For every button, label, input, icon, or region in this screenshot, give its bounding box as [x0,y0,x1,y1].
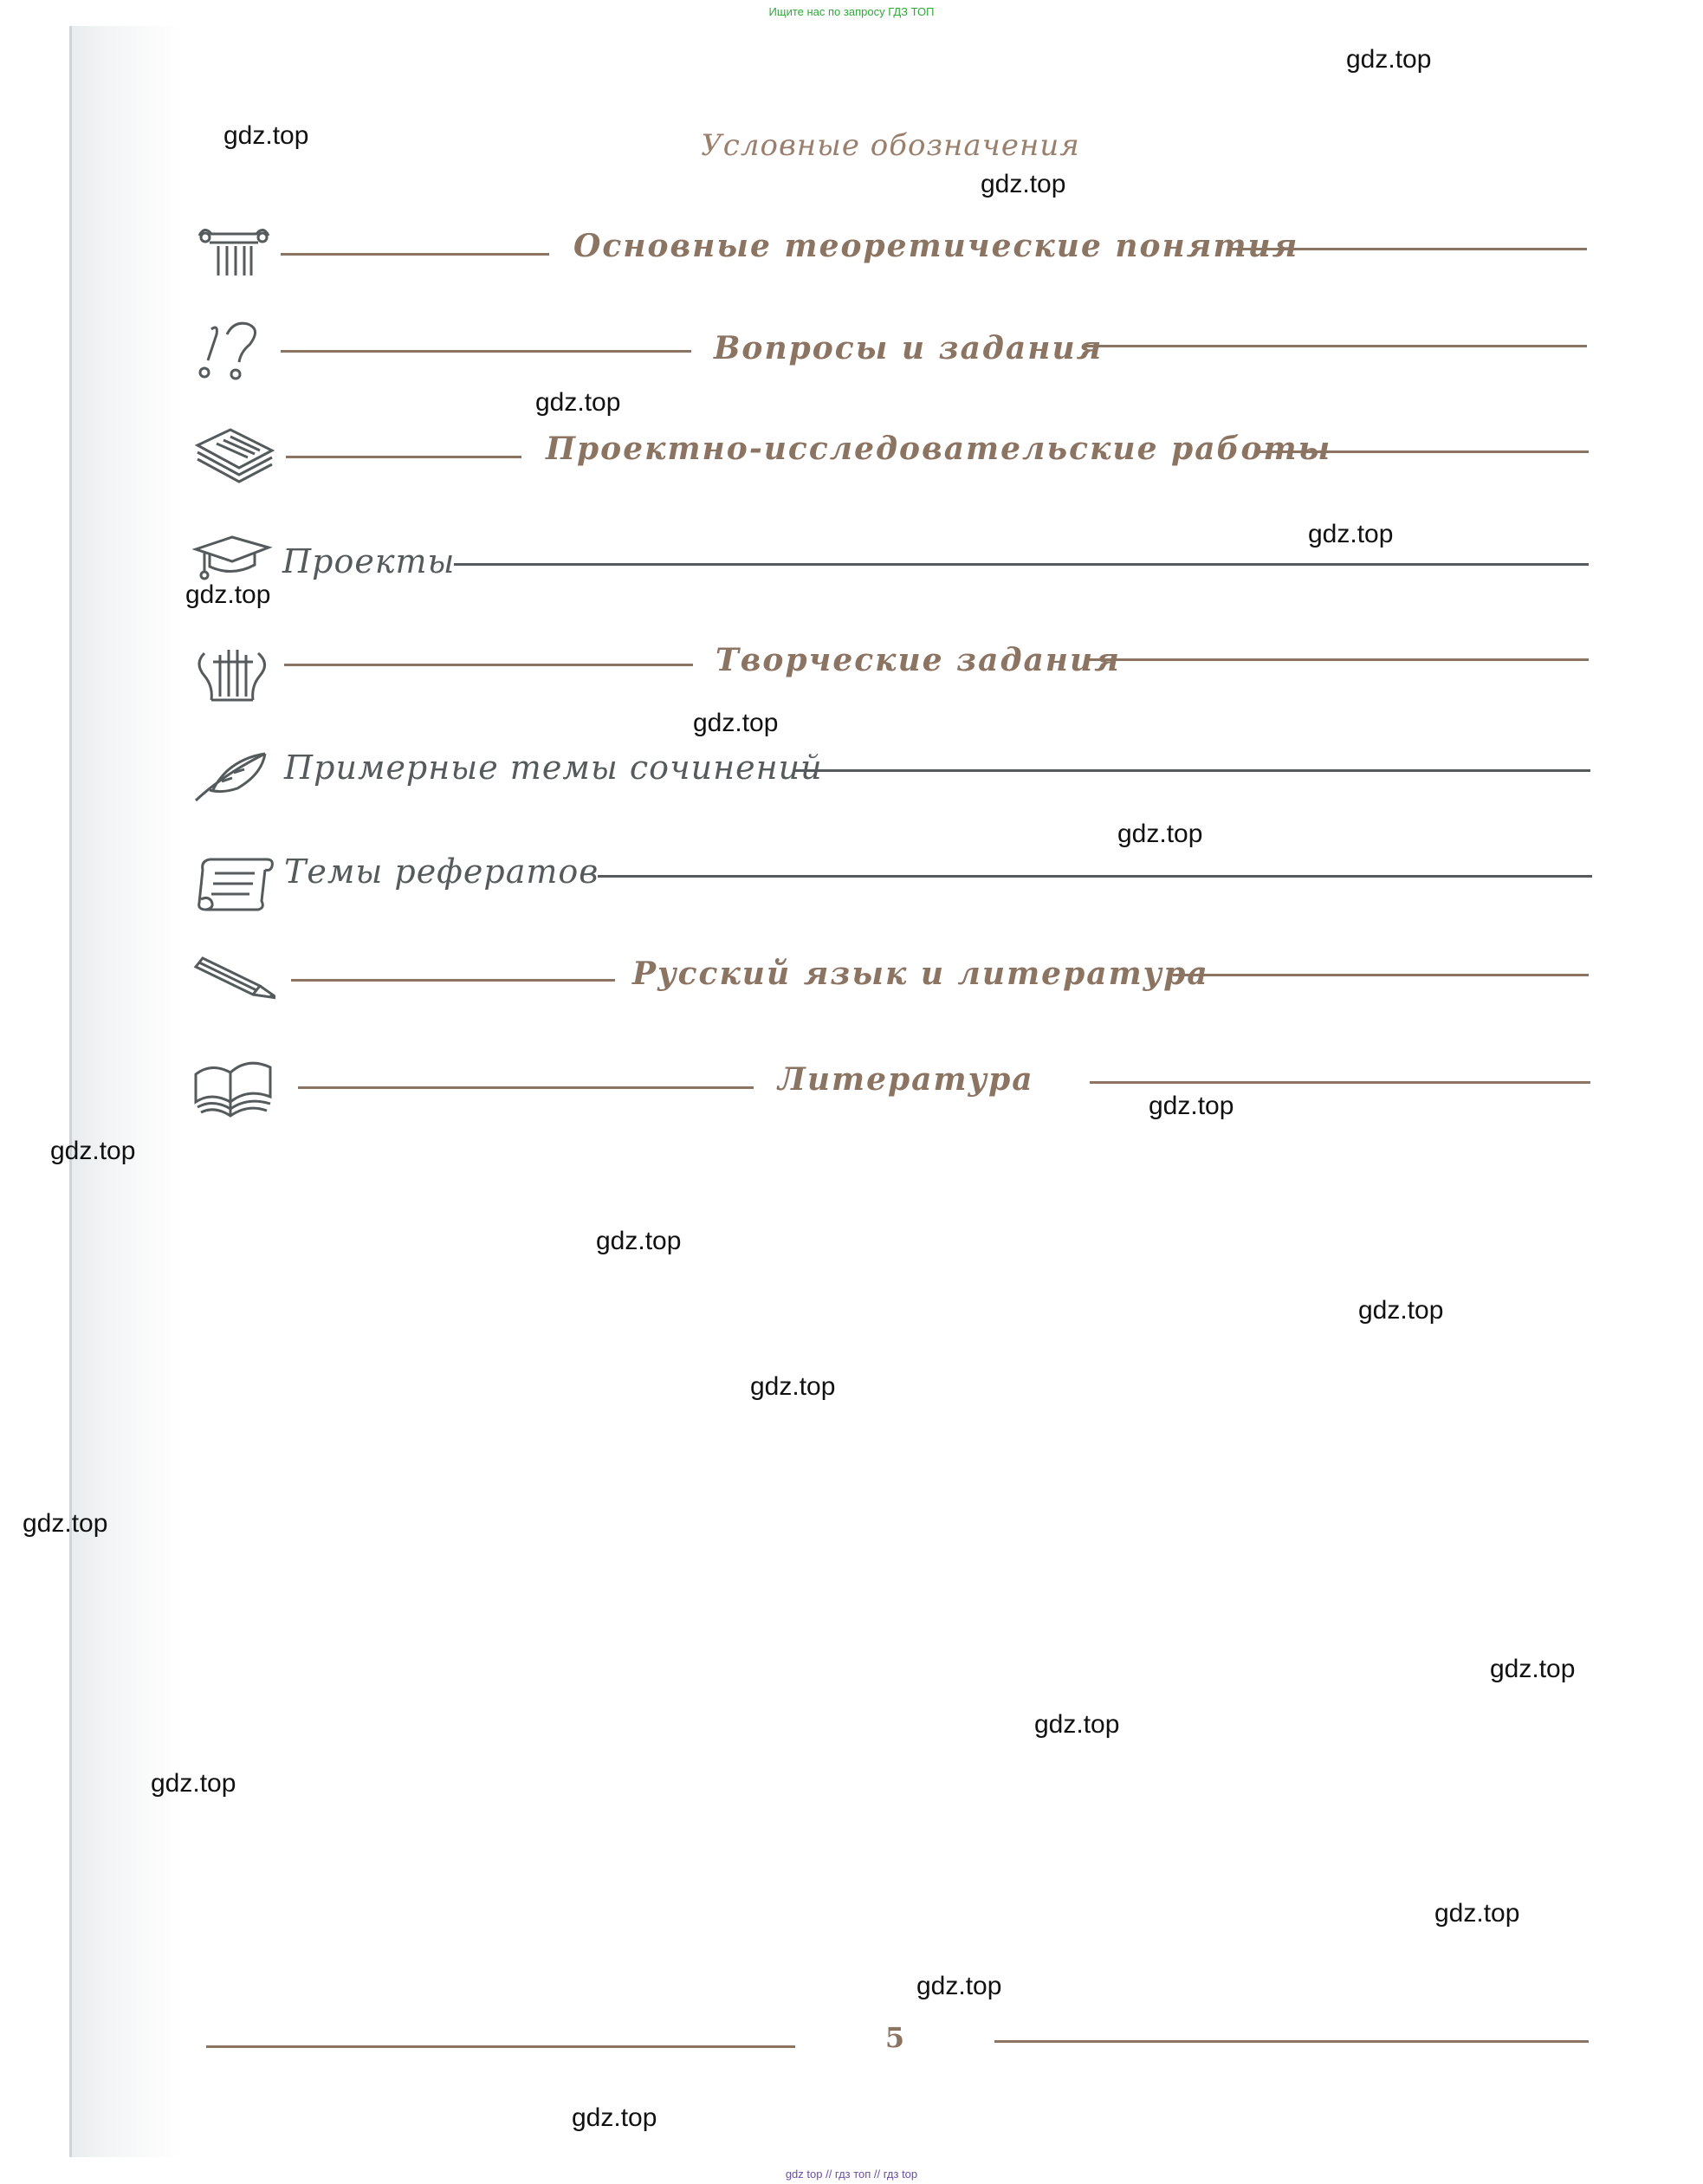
legend-rule-left [281,350,691,353]
watermark: gdz.top [1308,520,1394,548]
watermark: gdz.top [223,121,309,150]
legend-label: Литература [778,1061,1034,1098]
quill-feather-icon [192,740,275,818]
top-banner: Ищите нас по запросу ГДЗ ТОП [768,5,935,18]
legend-label: Проектно-исследовательские работы [546,431,1332,467]
watermark: gdz.top [185,580,271,609]
legend-label: Основные теоретические понятия [573,228,1299,264]
bottom-banner: gdz top // гдз топ // гдз top [785,2168,918,2181]
pencil-icon [192,944,275,1022]
watermark: gdz.top [693,709,779,737]
open-book-icon [192,1048,275,1126]
lyre-icon [192,638,275,716]
watermark: gdz.top [916,1972,1002,2000]
stacked-papers-icon [192,414,275,492]
watermark: gdz.top [1149,1092,1234,1120]
watermark: gdz.top [535,388,621,417]
legend-rule-right [598,875,1592,878]
legend-label: Темы рефератов [284,852,599,891]
watermark: gdz.top [1034,1710,1120,1739]
legend-row-creative-tasks [192,638,1587,716]
footer-rule-left [206,2045,795,2048]
legend-rule-left [298,1086,754,1089]
footer-rule-right [994,2040,1589,2043]
legend-rule-right [1085,658,1589,661]
watermark: gdz.top [1490,1655,1576,1683]
legend-row-essay-topics [192,740,1587,818]
watermark: gdz.top [23,1509,108,1538]
legend-rule-right [1173,974,1589,976]
legend-row-literature [192,1048,1587,1126]
watermark: gdz.top [1117,820,1203,848]
watermark: gdz.top [981,170,1066,198]
legend-rule-right [1085,345,1587,347]
watermark: gdz.top [151,1769,236,1798]
question-exclamation-icon [192,312,275,390]
scroll-icon [192,846,275,924]
legend-rule-right [1090,1081,1590,1084]
legend-rule-left [291,979,615,982]
watermark: gdz.top [750,1372,836,1401]
legend-rule-right [793,769,1590,772]
legend-row-questions [192,312,1587,390]
book-spine-shadow [69,26,185,2157]
watermark: gdz.top [596,1227,682,1255]
legend-rule-right [454,563,1589,566]
legend-label: Русский язык и литература [632,956,1209,992]
watermark: gdz.top [572,2103,657,2132]
ionic-column-icon [192,215,275,293]
legend-rule-left [281,253,549,256]
legend-row-report-topics [192,846,1587,924]
watermark: gdz.top [1434,1899,1520,1928]
legend-label: Творческие задания [716,642,1121,678]
legend-row-research-projects [192,414,1587,492]
legend-rule-right [1230,248,1587,250]
legend-label: Проекты [282,542,456,580]
legend-row-russian-and-literature [192,944,1587,1022]
watermark: gdz.top [50,1137,136,1165]
page-title: Условные обозначения [701,128,1080,163]
legend-rule-left [286,456,521,458]
legend-label: Вопросы и задания [714,330,1104,366]
legend-label: Примерные темы сочинений [284,749,823,787]
page-number: 5 [884,2021,905,2054]
legend-row-basic-concepts [192,215,1587,293]
legend-rule-left [284,664,693,666]
legend-rule-right [1254,450,1589,453]
watermark: gdz.top [1346,45,1432,74]
watermark: gdz.top [1358,1296,1444,1325]
